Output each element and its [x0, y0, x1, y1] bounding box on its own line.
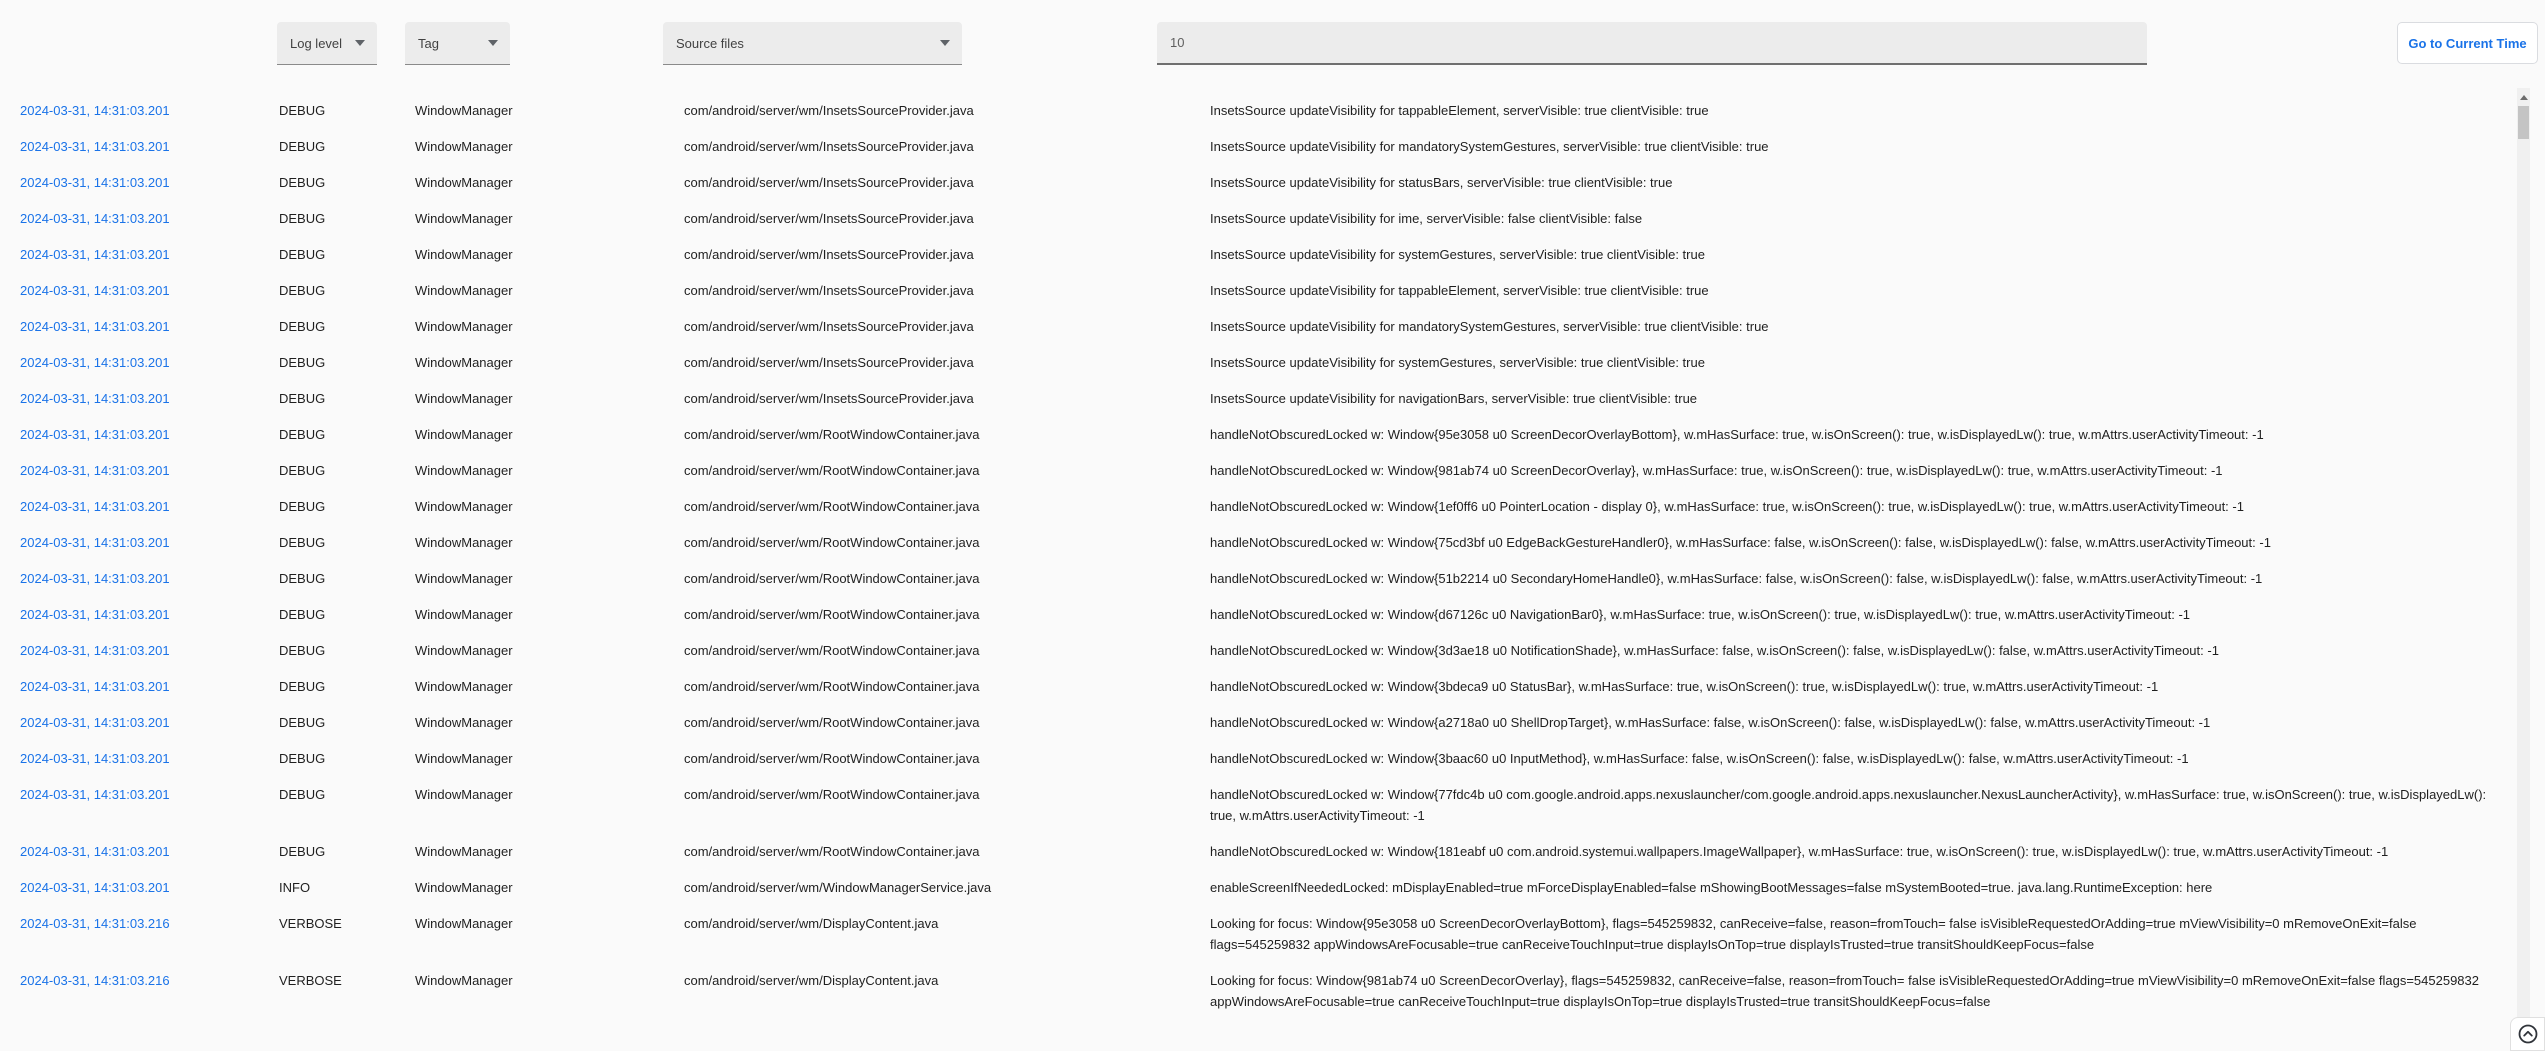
- log-timestamp-link[interactable]: 2024-03-31, 14:31:03.201: [20, 427, 170, 442]
- log-row: [0, 558, 2517, 594]
- log-row: [0, 126, 2517, 162]
- log-row: [0, 450, 2517, 486]
- vertical-scrollbar[interactable]: [2517, 88, 2530, 1018]
- log-row: [0, 270, 2517, 306]
- log-row: [0, 162, 2517, 198]
- log-message: InsetsSource updateVisibility for systemGestures, serverVisible: true clientVisible: true: [1210, 355, 1705, 370]
- log-message: handleNotObscuredLocked w: Window{3d3ae18 u0 NotificationShade}, w.mHasSurface: false, w.isOnScreen(): false, w.isDisplayedLw(): false, w.mAttrs.userActivityTimeout: -1: [1210, 643, 2219, 658]
- log-message: InsetsSource updateVisibility for tappableElement, serverVisible: true clientVisible: true: [1210, 103, 1709, 118]
- log-level: INFO: [279, 880, 311, 895]
- log-level: VERBOSE: [279, 973, 342, 988]
- log-source-file: com/android/server/wm/InsetsSourceProvider.java: [684, 139, 974, 154]
- log-message: handleNotObscuredLocked w: Window{a2718a0 u0 ShellDropTarget}, w.mHasSurface: false, w.isOnScreen(): false, w.isDisplayedLw(): false, w.mAttrs.userActivityTimeout: -1: [1210, 715, 2211, 730]
- log-message: InsetsSource updateVisibility for mandatorySystemGestures, serverVisible: true clientVisible: true: [1210, 319, 1769, 334]
- log-timestamp-link[interactable]: 2024-03-31, 14:31:03.201: [20, 880, 170, 895]
- log-timestamp-link[interactable]: 2024-03-31, 14:31:03.201: [20, 787, 170, 802]
- log-tag: WindowManager: [415, 139, 513, 154]
- log-level: DEBUG: [279, 427, 326, 442]
- log-level: DEBUG: [279, 319, 326, 334]
- caret-down-icon: [355, 40, 365, 46]
- log-message: handleNotObscuredLocked w: Window{181eabf u0 com.android.systemui.wallpapers.ImageWallpaper}, w.mHasSurface: true, w.isOnScreen(): true, w.isDisplayedLw(): true, w.mAttrs.userActivityTimeout: -1: [1210, 844, 2389, 859]
- source-files-dropdown-label: Source files: [676, 35, 744, 51]
- log-level: DEBUG: [279, 499, 326, 514]
- log-tag: WindowManager: [415, 643, 513, 658]
- log-tag: WindowManager: [415, 607, 513, 622]
- log-timestamp-link[interactable]: 2024-03-31, 14:31:03.201: [20, 535, 170, 550]
- source-files-dropdown[interactable]: [663, 22, 962, 65]
- log-row: [0, 738, 2517, 774]
- tag-dropdown[interactable]: [405, 22, 510, 65]
- log-row: [0, 198, 2517, 234]
- log-level: DEBUG: [279, 643, 326, 658]
- log-source-file: com/android/server/wm/InsetsSourceProvider.java: [684, 319, 974, 334]
- log-level: DEBUG: [279, 571, 326, 586]
- log-level: DEBUG: [279, 715, 326, 730]
- log-tag: WindowManager: [415, 247, 513, 262]
- log-timestamp-link[interactable]: 2024-03-31, 14:31:03.201: [20, 247, 170, 262]
- log-tag: WindowManager: [415, 463, 513, 478]
- go-to-current-time-button[interactable]: Go to Current Time: [2397, 22, 2538, 64]
- log-timestamp-link[interactable]: 2024-03-31, 14:31:03.201: [20, 715, 170, 730]
- log-timestamp-link[interactable]: 2024-03-31, 14:31:03.201: [20, 283, 170, 298]
- log-row: [0, 486, 2517, 522]
- circle-chevron-up-icon: [2517, 1023, 2539, 1045]
- log-message: handleNotObscuredLocked w: Window{75cd3bf u0 EdgeBackGestureHandler0}, w.mHasSurface: false, w.isOnScreen(): false, w.isDisplayedLw(): false, w.mAttrs.userActivityTimeout: -1: [1210, 535, 2271, 550]
- log-source-file: com/android/server/wm/DisplayContent.java: [684, 916, 939, 931]
- log-message: InsetsSource updateVisibility for tappableElement, serverVisible: true clientVisible: true: [1210, 283, 1709, 298]
- log-entries-list[interactable]: [0, 90, 2517, 1018]
- log-tag: WindowManager: [415, 319, 513, 334]
- log-row: [0, 774, 2517, 831]
- log-row: [0, 831, 2517, 867]
- log-timestamp-link[interactable]: 2024-03-31, 14:31:03.201: [20, 355, 170, 370]
- log-timestamp-link[interactable]: 2024-03-31, 14:31:03.201: [20, 211, 170, 226]
- log-level: VERBOSE: [279, 916, 342, 931]
- log-timestamp-link[interactable]: 2024-03-31, 14:31:03.201: [20, 607, 170, 622]
- log-level-dropdown[interactable]: [277, 22, 377, 65]
- log-source-file: com/android/server/wm/RootWindowContainer.java: [684, 679, 980, 694]
- log-source-file: com/android/server/wm/WindowManagerService.java: [684, 880, 992, 895]
- log-timestamp-link[interactable]: 2024-03-31, 14:31:03.201: [20, 391, 170, 406]
- jump-to-top-button[interactable]: [2510, 1017, 2545, 1051]
- log-timestamp-link[interactable]: 2024-03-31, 14:31:03.201: [20, 319, 170, 334]
- log-message: InsetsSource updateVisibility for navigationBars, serverVisible: true clientVisible: true: [1210, 391, 1698, 406]
- log-timestamp-link[interactable]: 2024-03-31, 14:31:03.201: [20, 571, 170, 586]
- log-row: [0, 960, 2517, 1017]
- log-level: DEBUG: [279, 103, 326, 118]
- log-message: enableScreenIfNeededLocked: mDisplayEnabled=true mForceDisplayEnabled=false mShowingBootMessages=false mSystemBooted=true. java.lang.RuntimeException: here: [1210, 880, 2213, 895]
- log-tag: WindowManager: [415, 679, 513, 694]
- log-row: [0, 234, 2517, 270]
- log-tag: WindowManager: [415, 751, 513, 766]
- log-level: DEBUG: [279, 283, 326, 298]
- log-message: handleNotObscuredLocked w: Window{d67126c u0 NavigationBar0}, w.mHasSurface: true, w.isOnScreen(): true, w.isDisplayedLw(): true, w.mAttrs.userActivityTimeout: -1: [1210, 607, 2191, 622]
- log-source-file: com/android/server/wm/InsetsSourceProvider.java: [684, 247, 974, 262]
- log-tag: WindowManager: [415, 211, 513, 226]
- log-level: DEBUG: [279, 787, 326, 802]
- log-tag: WindowManager: [415, 973, 513, 988]
- log-level: DEBUG: [279, 247, 326, 262]
- log-tag: WindowManager: [415, 391, 513, 406]
- log-source-file: com/android/server/wm/DisplayContent.java: [684, 973, 939, 988]
- scroll-down-arrow-icon[interactable]: [2517, 1001, 2530, 1016]
- log-tag: WindowManager: [415, 571, 513, 586]
- log-timestamp-link[interactable]: 2024-03-31, 14:31:03.216: [20, 973, 170, 988]
- log-row: [0, 414, 2517, 450]
- log-tag: WindowManager: [415, 499, 513, 514]
- log-source-file: com/android/server/wm/InsetsSourceProvider.java: [684, 103, 974, 118]
- log-row: [0, 378, 2517, 414]
- log-level: DEBUG: [279, 211, 326, 226]
- log-row: [0, 90, 2517, 126]
- caret-down-icon: [488, 40, 498, 46]
- log-timestamp-link[interactable]: 2024-03-31, 14:31:03.201: [20, 499, 170, 514]
- log-row: [0, 594, 2517, 630]
- scroll-up-arrow-icon[interactable]: [2517, 90, 2530, 105]
- log-timestamp-link[interactable]: 2024-03-31, 14:31:03.201: [20, 139, 170, 154]
- scrollbar-thumb[interactable]: [2518, 106, 2529, 139]
- log-level: DEBUG: [279, 175, 326, 190]
- log-row: [0, 522, 2517, 558]
- log-tag: WindowManager: [415, 787, 513, 802]
- log-message: handleNotObscuredLocked w: Window{3bdeca9 u0 StatusBar}, w.mHasSurface: true, w.isOnScreen(): true, w.isDisplayedLw(): true, w.mAttrs.userActivityTimeout: -1: [1210, 679, 2159, 694]
- log-tag: WindowManager: [415, 283, 513, 298]
- log-timestamp-link[interactable]: 2024-03-31, 14:31:03.201: [20, 463, 170, 478]
- log-level: DEBUG: [279, 391, 326, 406]
- log-timestamp-link[interactable]: 2024-03-31, 14:31:03.201: [20, 643, 170, 658]
- log-message: handleNotObscuredLocked w: Window{3baac60 u0 InputMethod}, w.mHasSurface: false, w.isOnScreen(): false, w.isDisplayedLw(): false, w.mAttrs.userActivityTimeout: -1: [1210, 751, 2189, 766]
- filter-toolbar: [0, 0, 2545, 90]
- log-tag: WindowManager: [415, 175, 513, 190]
- log-level: DEBUG: [279, 355, 326, 370]
- log-row: [0, 903, 2517, 960]
- tag-dropdown-label: Tag: [418, 35, 439, 51]
- log-source-file: com/android/server/wm/RootWindowContainer.java: [684, 463, 980, 478]
- log-message: handleNotObscuredLocked w: Window{51b2214 u0 SecondaryHomeHandle0}, w.mHasSurface: false, w.isOnScreen(): false, w.isDisplayedLw(): false, w.mAttrs.userActivityTimeout: -1: [1210, 571, 2263, 586]
- log-timestamp-link[interactable]: 2024-03-31, 14:31:03.201: [20, 679, 170, 694]
- log-timestamp-link[interactable]: 2024-03-31, 14:31:03.201: [20, 103, 170, 118]
- log-source-file: com/android/server/wm/RootWindowContainer.java: [684, 643, 980, 658]
- log-message: handleNotObscuredLocked w: Window{981ab74 u0 ScreenDecorOverlay}, w.mHasSurface: true, w.isOnScreen(): true, w.isDisplayedLw(): true, w.mAttrs.userActivityTimeout: -1: [1210, 463, 2223, 478]
- log-row: [0, 630, 2517, 666]
- log-source-file: com/android/server/wm/InsetsSourceProvider.java: [684, 355, 974, 370]
- log-level: DEBUG: [279, 463, 326, 478]
- log-source-file: com/android/server/wm/RootWindowContainer.java: [684, 571, 980, 586]
- log-tag: WindowManager: [415, 103, 513, 118]
- log-level: DEBUG: [279, 139, 326, 154]
- log-source-file: com/android/server/wm/RootWindowContainer.java: [684, 499, 980, 514]
- log-row: [0, 702, 2517, 738]
- log-source-file: com/android/server/wm/RootWindowContainer.java: [684, 535, 980, 550]
- log-tag: WindowManager: [415, 355, 513, 370]
- log-level: DEBUG: [279, 607, 326, 622]
- log-row: [0, 867, 2517, 903]
- log-source-file: com/android/server/wm/InsetsSourceProvider.java: [684, 283, 974, 298]
- log-message: InsetsSource updateVisibility for ime, serverVisible: false clientVisible: false: [1210, 211, 1643, 226]
- log-timestamp-link[interactable]: 2024-03-31, 14:31:03.201: [20, 844, 170, 859]
- log-level: DEBUG: [279, 535, 326, 550]
- log-message: InsetsSource updateVisibility for mandatorySystemGestures, serverVisible: true clientVisible: true: [1210, 139, 1769, 154]
- log-level-dropdown-label: Log level: [290, 35, 343, 51]
- log-message: handleNotObscuredLocked w: Window{77fdc4b u0 com.google.android.apps.nexuslauncher/com.google.android.apps.nexuslauncher.NexusLauncherActivity}, w.mHasSurface: true, w.isOnScreen(): true, w.isDisplayedLw(): true, w.mAttrs.userActivityTimeout: -1: [1210, 787, 2487, 823]
- log-source-file: com/android/server/wm/RootWindowContainer.java: [684, 607, 980, 622]
- log-message: Looking for focus: Window{95e3058 u0 ScreenDecorOverlayBottom}, flags=545259832, canReceive=false, reason=fromTouch= false isVisibleRequestedOrAdding=true mViewVisibility=0 mRemoveOnExit=false flags=545259832 appWindowsAreFocusable=true canReceiveTouchInput=true displayIsOnTop=true displayIsTrusted=true transitShouldKeepFocus=false: [1210, 916, 2417, 952]
- log-tag: WindowManager: [415, 844, 513, 859]
- log-tag: WindowManager: [415, 427, 513, 442]
- log-message: InsetsSource updateVisibility for statusBars, serverVisible: true clientVisible: true: [1210, 175, 1673, 190]
- log-source-file: com/android/server/wm/RootWindowContainer.java: [684, 427, 980, 442]
- log-source-file: com/android/server/wm/RootWindowContainer.java: [684, 844, 980, 859]
- log-source-file: com/android/server/wm/InsetsSourceProvider.java: [684, 391, 974, 406]
- log-tag: WindowManager: [415, 715, 513, 730]
- caret-down-icon: [940, 40, 950, 46]
- log-row: [0, 666, 2517, 702]
- log-row: [0, 306, 2517, 342]
- log-message: handleNotObscuredLocked w: Window{95e3058 u0 ScreenDecorOverlayBottom}, w.mHasSurface: true, w.isOnScreen(): true, w.isDisplayedLw(): true, w.mAttrs.userActivityTimeout: -1: [1210, 427, 2264, 442]
- log-level: DEBUG: [279, 751, 326, 766]
- log-level: DEBUG: [279, 679, 326, 694]
- log-row: [0, 342, 2517, 378]
- log-source-file: com/android/server/wm/RootWindowContainer.java: [684, 715, 980, 730]
- log-tag: WindowManager: [415, 880, 513, 895]
- log-timestamp-link[interactable]: 2024-03-31, 14:31:03.201: [20, 751, 170, 766]
- log-message: InsetsSource updateVisibility for systemGestures, serverVisible: true clientVisible: true: [1210, 247, 1705, 262]
- log-source-file: com/android/server/wm/RootWindowContainer.java: [684, 751, 980, 766]
- log-timestamp-link[interactable]: 2024-03-31, 14:31:03.201: [20, 175, 170, 190]
- log-message: Looking for focus: Window{981ab74 u0 ScreenDecorOverlay}, flags=545259832, canReceive=false, reason=fromTouch= false isVisibleRequestedOrAdding=true mViewVisibility=0 mRemoveOnExit=false flags=545259832 appWindowsAreFocusable=true canReceiveTouchInput=true displayIsOnTop=true displayIsTrusted=true transitShouldKeepFocus=false: [1210, 973, 2479, 1009]
- log-timestamp-link[interactable]: 2024-03-31, 14:31:03.216: [20, 916, 170, 931]
- log-source-file: com/android/server/wm/RootWindowContainer.java: [684, 787, 980, 802]
- log-tag: WindowManager: [415, 535, 513, 550]
- log-tag: WindowManager: [415, 916, 513, 931]
- log-source-file: com/android/server/wm/InsetsSourceProvider.java: [684, 211, 974, 226]
- log-source-file: com/android/server/wm/InsetsSourceProvider.java: [684, 175, 974, 190]
- log-level: DEBUG: [279, 844, 326, 859]
- limit-input[interactable]: [1157, 22, 2147, 65]
- log-message: handleNotObscuredLocked w: Window{1ef0ff6 u0 PointerLocation - display 0}, w.mHasSurface: true, w.isOnScreen(): true, w.isDisplayedLw(): true, w.mAttrs.userActivityTimeout: -1: [1210, 499, 2244, 514]
